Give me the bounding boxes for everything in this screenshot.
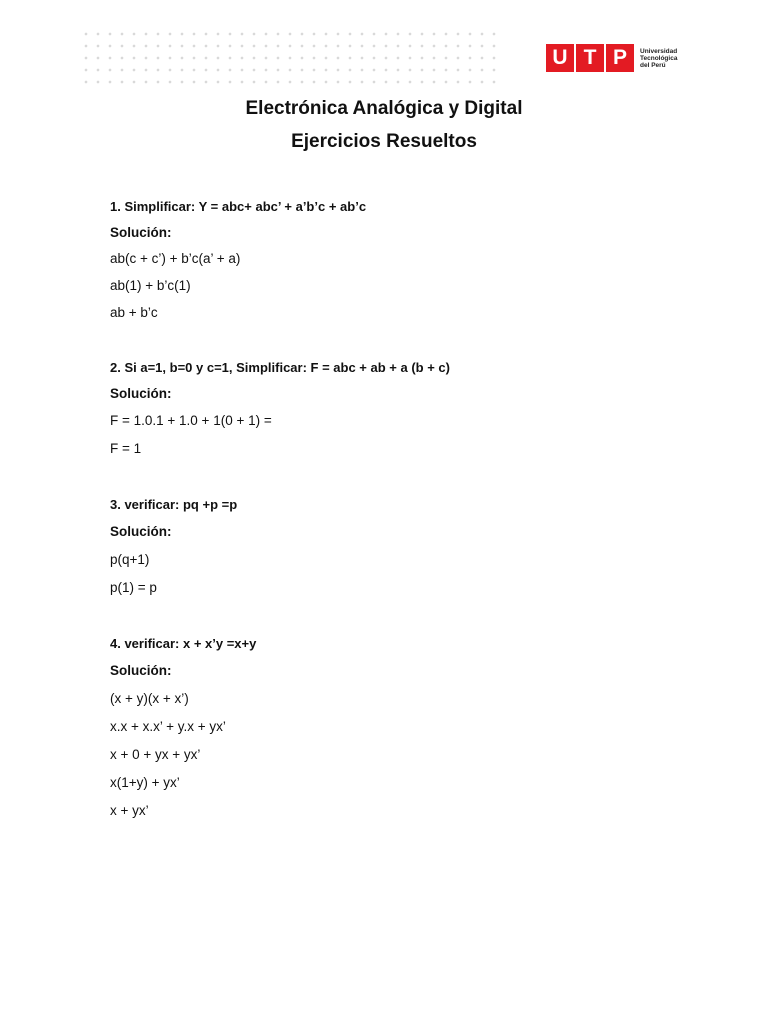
exercise-1-step: ab(1) + b’c(1) bbox=[110, 278, 191, 293]
page-subtitle: Ejercicios Resueltos bbox=[291, 131, 477, 152]
exercise-3-step: p(1) = p bbox=[110, 580, 157, 595]
exercise-3-step: p(q+1) bbox=[110, 552, 150, 567]
logo-letter-t: T bbox=[576, 44, 604, 72]
logo-text-line: Tecnológica bbox=[640, 54, 678, 62]
exercise-2-step: F = 1 bbox=[110, 441, 142, 456]
logo-text-line: Universidad bbox=[640, 47, 678, 55]
exercise-4-step: x + 0 + yx + yx’ bbox=[110, 747, 201, 762]
exercise-4-step: x.x + x.x’ + y.x + yx’ bbox=[110, 719, 226, 734]
exercise-2-step: F = 1.0.1 + 1.0 + 1(0 + 1) = bbox=[110, 413, 272, 428]
exercise-1-step: ab + b’c bbox=[110, 305, 158, 320]
exercise-2-prompt: 2. Si a=1, b=0 y c=1, Simplificar: F = abc + ab + a (b + c) bbox=[110, 360, 450, 375]
exercise-3-solution-label: Solución: bbox=[110, 524, 172, 539]
exercise-3-prompt: 3. verificar: pq +p =p bbox=[110, 497, 238, 512]
decorative-dot-pattern bbox=[80, 28, 500, 90]
exercise-4-step: x + yx’ bbox=[110, 803, 149, 818]
logo-letter-p: P bbox=[606, 44, 634, 72]
logo-text bbox=[640, 48, 677, 69]
logo-text-line: del Perú bbox=[640, 61, 666, 69]
exercise-4-step: (x + y)(x + x’) bbox=[110, 691, 189, 706]
logo-letters bbox=[546, 44, 636, 72]
exercise-2-solution-label: Solución: bbox=[110, 386, 172, 401]
exercise-4-prompt: 4. verificar: x + x’y =x+y bbox=[110, 636, 257, 651]
exercise-4-step: x(1+y) + yx’ bbox=[110, 775, 180, 790]
page-title: Electrónica Analógica y Digital bbox=[245, 98, 523, 119]
utp-logo bbox=[546, 44, 677, 72]
exercise-1-step: ab(c + c’) + b’c(a’ + a) bbox=[110, 251, 241, 266]
exercise-1-prompt: 1. Simplificar: Y = abc+ abc’ + a’b’c + ab’c bbox=[110, 199, 367, 214]
logo-letter-u: U bbox=[546, 44, 574, 72]
exercise-4-solution-label: Solución: bbox=[110, 663, 172, 678]
exercise-1-solution-label: Solución: bbox=[110, 225, 172, 240]
